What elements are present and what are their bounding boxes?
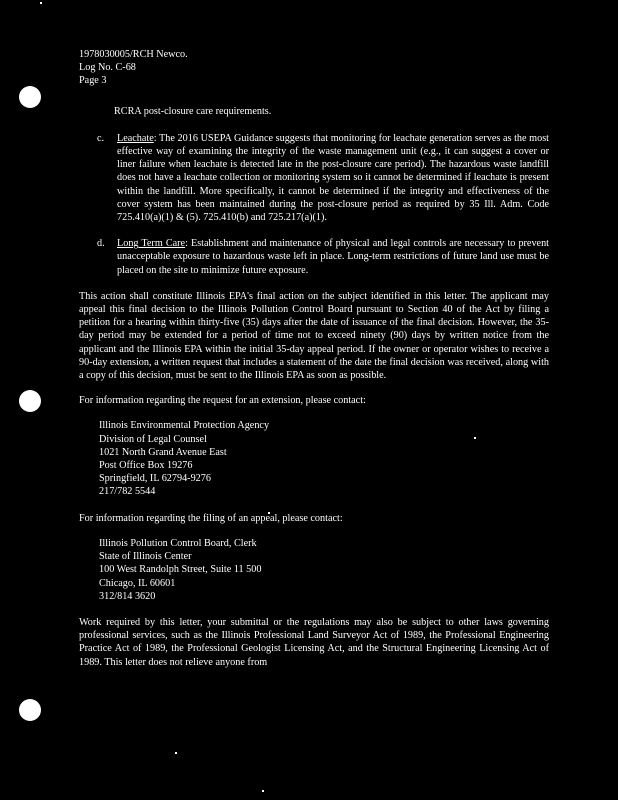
scan-speck	[175, 752, 177, 754]
final-action-paragraph: This action shall constitute Illinois EPA's final action on the subject identified in this letter. The applicant may appeal this final decision to the Illinois Pollution Control Board pursuant to Section 40 of the Act by filing a petition for a hearing within thirty-five (35) days after the date of issuance of the final decision. However, the 35-day period may be extended for a period of time not to exceed ninety (90) days by written notice from the applicant and the Illinois EPA within the initial 35-day appeal period. If the owner or operator wishes to receive a 90-day extension, a written request that includes a statement of the date the final decision was received, along with a copy of this decision, must be sent to the Illinois EPA as soon as possible.	[79, 290, 549, 382]
item-text: : The 2016 USEPA Guidance suggests that monitoring for leachate generation serves as the most effective way of examining the integrity of the waste management unit (e.g., it can suggest a cover or liner failure when leachate is detected late in the post-closure care period). The hazardous waste landfill does not have a leachate collection or monitoring system so it cannot be determined if leachate is present within the landfill. More specifically, it cannot be determined if the integrity and effectiveness of the cover system has been maintained during the post-closure period as required by 35 Ill. Adm. Code 725.410(a)(1) & (5). 725.410(b) and 725.217(a)(1).	[117, 132, 549, 224]
item-term: Leachate	[117, 132, 154, 144]
closing-paragraph: Work required by this letter, your submittal or the regulations may also be subject to other laws governing professional services, such as the Illinois Professional Land Surveyor Act of 1989, the Professional Engineering Practice Act of 1989, the Professional Geologist Licensing Act, and the Structural Engineering Licensing Act of 1989. This letter does not relieve anyone from	[79, 616, 549, 668]
address-line: Illinois Pollution Control Board, Clerk	[99, 537, 257, 549]
appeal-intro: For information regarding the filing of an appeal, please contact:	[79, 512, 343, 524]
item-letter: d.	[97, 238, 105, 250]
punch-hole	[19, 86, 41, 108]
continuation-line: RCRA post-closure care requirements.	[114, 105, 272, 117]
address-line: Post Office Box 19276	[99, 460, 193, 472]
address-line: Springfield, IL 62794-9276	[99, 473, 211, 485]
item-letter: c.	[97, 132, 105, 144]
appeal-contact-address	[79, 537, 549, 603]
punch-hole	[19, 390, 41, 412]
extension-contact-address	[79, 419, 549, 498]
page-header	[79, 48, 549, 88]
address-line: 312/814 3620	[99, 590, 156, 602]
extension-intro: For information regarding the request for an extension, please contact:	[79, 395, 366, 407]
scan-speck	[40, 2, 42, 4]
address-line: 217/782 5544	[99, 486, 156, 498]
address-line: Chicago, IL 60601	[99, 577, 176, 589]
punch-hole	[19, 699, 41, 721]
item-text: : Establishment and maintenance of physical and legal controls are necessary to prevent unacceptable exposure to hazardous waste left in place. Long-term restrictions of future land use must be placed on the site to minimize future exposure.	[117, 238, 549, 276]
header-page-number: Page 3	[79, 75, 107, 87]
address-line: 1021 North Grand Avenue East	[99, 446, 227, 458]
address-line: Division of Legal Counsel	[99, 433, 207, 445]
item-d-long-term-care	[79, 237, 549, 277]
item-term: Long Term Care	[117, 238, 186, 250]
scan-speck	[262, 790, 264, 792]
address-line: 100 West Randolph Street, Suite 11 500	[99, 564, 262, 576]
letter-body	[79, 48, 549, 669]
address-line: Illinois Environmental Protection Agency	[99, 420, 270, 432]
header-log-number: Log No. C-68	[79, 62, 136, 74]
header-reference: 1978030005/RCH Newco.	[79, 49, 188, 60]
address-line: State of Illinois Center	[99, 551, 192, 563]
item-c-leachate	[79, 132, 549, 224]
